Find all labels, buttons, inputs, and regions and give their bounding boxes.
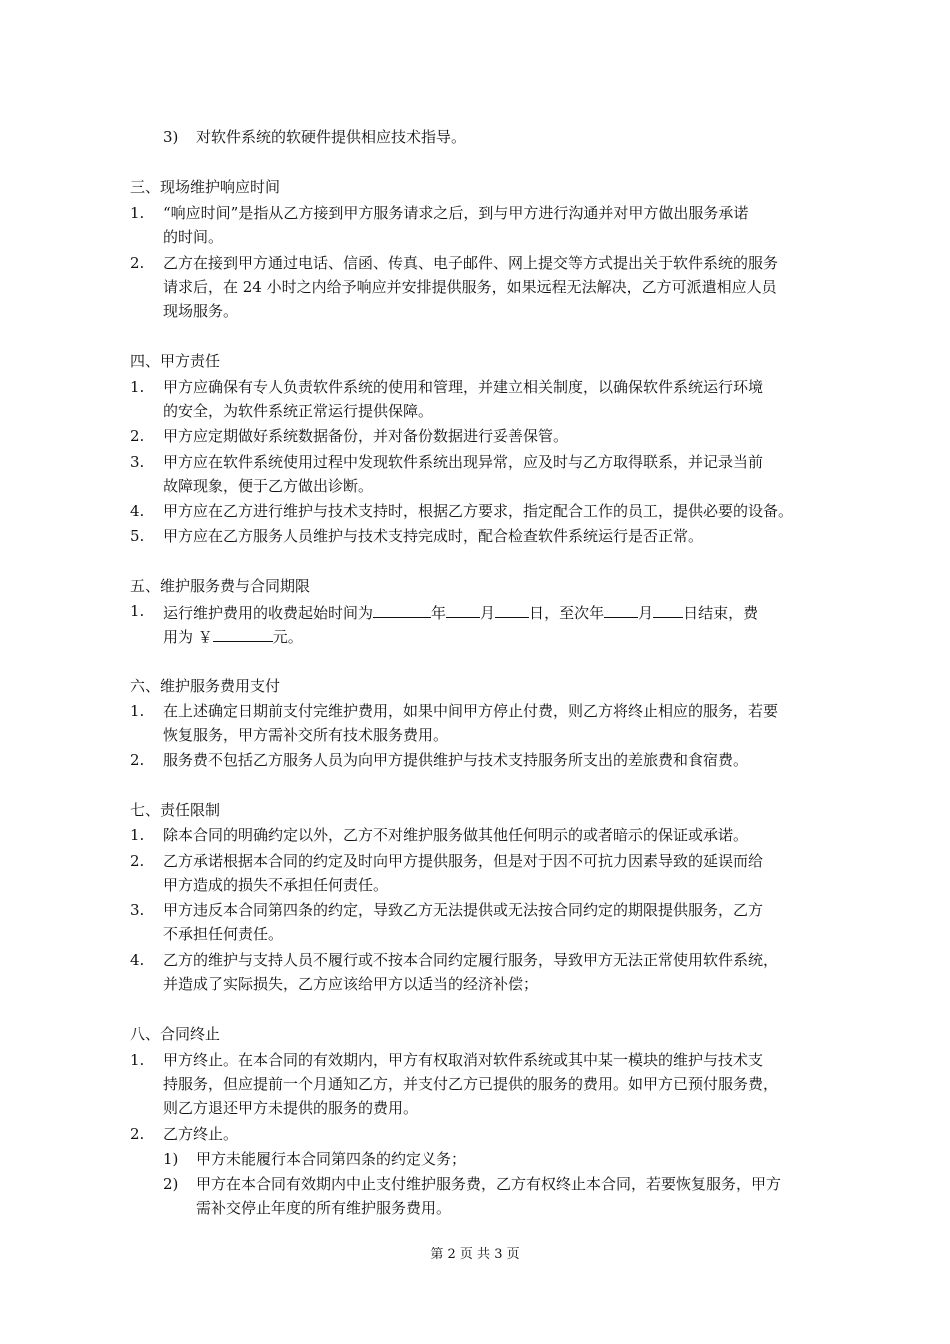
item-text: 甲方应定期做好系统数据备份，并对备份数据进行妥善保管。 <box>163 427 569 445</box>
item-text: 除本合同的明确约定以外，乙方不对维护服务做其他任何明示的或者暗示的保证或承诺。 <box>163 826 749 844</box>
item-number: 2. <box>130 254 145 272</box>
item-text: 在上述确定日期前支付完维护费用，如果中间甲方停止付费，则乙方将终止相应的服务，若要 <box>163 702 779 720</box>
item-number: 1. <box>130 204 145 222</box>
section-title: 四、甲方责任 <box>130 352 221 370</box>
item-number: 3. <box>130 453 145 471</box>
item-text: 现场服务。 <box>163 302 239 320</box>
item-text: 甲方应在乙方服务人员维护与技术支持完成时，配合检查软件系统运行是否正常。 <box>163 527 704 545</box>
sub-item-text: 甲方未能履行本合同第四条的约定义务； <box>196 1150 467 1168</box>
section-title: 五、维护服务费与合同期限 <box>130 577 311 595</box>
currency-unit-label: 元。 <box>272 628 303 646</box>
item-text: 持服务，但应提前一个月通知乙方，并支付乙方已提供的服务的费用。如甲方已预付服务费， <box>163 1075 779 1093</box>
item-text: 对软件系统的软硬件提供相应技术指导。 <box>196 128 467 146</box>
item-number: 3. <box>130 901 145 919</box>
end-label: 结束，费 <box>698 604 759 622</box>
item-text: 甲方造成的损失不承担任何责任。 <box>163 876 389 894</box>
item-number: 4. <box>130 502 145 520</box>
day-label: 日 <box>529 604 545 622</box>
sub-item-text: 需补交停止年度的所有维护服务费用。 <box>196 1199 452 1217</box>
day-label: 日 <box>683 604 699 622</box>
section-title: 六、维护服务费用支付 <box>130 677 281 695</box>
item-text: 的时间。 <box>163 228 224 246</box>
sub-item-number: 2) <box>163 1175 179 1193</box>
section-title: 三、现场维护响应时间 <box>130 178 281 196</box>
section-title: 八、合同终止 <box>130 1025 221 1043</box>
month-label: 月 <box>480 604 496 622</box>
item-number: 5. <box>130 527 145 545</box>
sub-item-text: 甲方在本合同有效期内中止支付维护服务费，乙方有权终止本合同，若要恢复服务，甲方 <box>196 1175 782 1193</box>
item-number: 1. <box>130 702 145 720</box>
until-next-year-label: ，至次年 <box>544 604 605 622</box>
item-text: 乙方的维护与支持人员不履行或不按本合同约定履行服务，导致甲方无法正常使用软件系统， <box>163 951 779 969</box>
item-text: “响应时间”是指从乙方接到甲方服务请求之后，到与甲方进行沟通并对甲方做出服务承诺 <box>163 204 749 222</box>
item-number: 3) <box>163 128 179 146</box>
item-number: 1. <box>130 826 145 844</box>
item-text: 甲方违反本合同第四条的约定，导致乙方无法提供或无法按合同约定的期限提供服务，乙方 <box>163 901 764 919</box>
fee-amount-label: 用为 ￥ <box>163 628 213 646</box>
item-text: 请求后，在 24 小时之内给予响应并安排提供服务，如果远程无法解决，乙方可派遣相应人员 <box>163 278 777 296</box>
item-text: 服务费不包括乙方服务人员为向甲方提供维护与技术支持服务所支出的差旅费和食宿费。 <box>163 751 749 769</box>
section-title: 七、责任限制 <box>130 801 221 819</box>
item-text: 甲方应在乙方进行维护与技术支持时，根据乙方要求，指定配合工作的员工，提供必要的设备。 <box>163 502 794 520</box>
fee-amount-line <box>163 625 303 647</box>
item-number: 2. <box>130 1125 145 1143</box>
fee-amount-blank[interactable] <box>213 625 273 642</box>
start-month-blank[interactable] <box>446 601 480 618</box>
item-text: 乙方在接到甲方通过电话、信函、传真、电子邮件、网上提交等方式提出关于软件系统的服务 <box>163 254 779 272</box>
item-text: 则乙方退还甲方未提供的服务的费用。 <box>163 1099 419 1117</box>
end-day-blank[interactable] <box>653 601 683 618</box>
item-text: 不承担任何责任。 <box>163 925 284 943</box>
item-number: 1. <box>130 1051 145 1069</box>
item-text: 的安全，为软件系统正常运行提供保障。 <box>163 402 434 420</box>
item-text: 恢复服务，甲方需补交所有技术服务费用。 <box>163 726 449 744</box>
item-text: 甲方终止。在本合同的有效期内，甲方有权取消对软件系统或其中某一模块的维护与技术支 <box>163 1051 764 1069</box>
item-number: 2. <box>130 427 145 445</box>
item-number: 2. <box>130 852 145 870</box>
item-number: 1. <box>130 602 145 620</box>
year-label: 年 <box>431 604 447 622</box>
item-text: 乙方承诺根据本合同的约定及时向甲方提供服务，但是对于因不可抗力因素导致的延误而给 <box>163 852 764 870</box>
page-number-footer: 第 2 页 共 3 页 <box>430 1247 520 1262</box>
start-day-blank[interactable] <box>495 601 529 618</box>
end-month-blank[interactable] <box>604 601 638 618</box>
item-text: 乙方终止。 <box>163 1125 239 1143</box>
item-number: 2. <box>130 751 145 769</box>
item-text: 甲方应确保有专人负责软件系统的使用和管理，并建立相关制度，以确保软件系统运行环境 <box>163 378 764 396</box>
fee-start-label: 运行维护费用的收费起始时间为 <box>163 604 374 622</box>
start-year-blank[interactable] <box>373 601 431 618</box>
sub-item-number: 1) <box>163 1150 179 1168</box>
item-number: 4. <box>130 951 145 969</box>
item-text: 故障现象，便于乙方做出诊断。 <box>163 477 374 495</box>
item-number: 1. <box>130 378 145 396</box>
month-label: 月 <box>638 604 654 622</box>
item-text: 并造成了实际损失，乙方应该给甲方以适当的经济补偿； <box>163 975 539 993</box>
fee-period-line <box>163 601 758 623</box>
item-text: 甲方应在软件系统使用过程中发现软件系统出现异常，应及时与乙方取得联系，并记录当前 <box>163 453 764 471</box>
